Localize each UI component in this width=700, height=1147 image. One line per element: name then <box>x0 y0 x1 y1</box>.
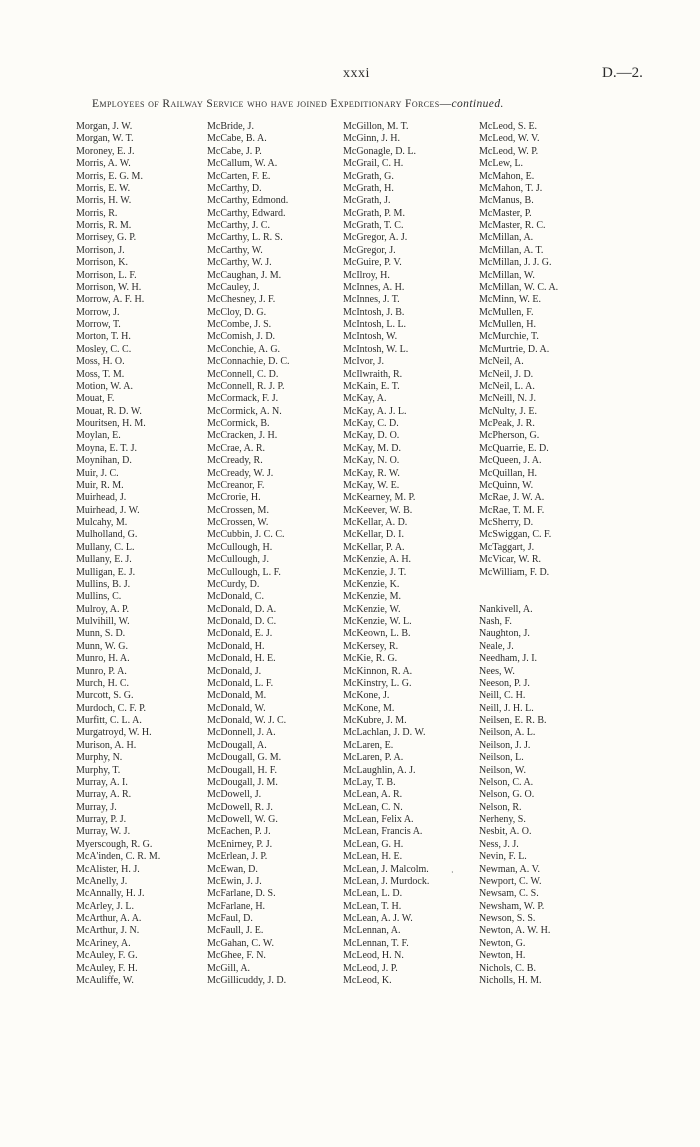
list-item: Murray, P. J. <box>76 814 127 825</box>
list-item: McNulty, J. E. <box>479 405 537 417</box>
list-item: McLennan, T. F. <box>343 937 409 949</box>
list-item: Nesbit, A. O. <box>479 826 532 838</box>
list-item: Morgan, J. W. <box>76 121 133 132</box>
list-item: McBride, J. <box>207 121 254 132</box>
list-item: McKone, M. <box>343 702 395 714</box>
list-item: McDonald, D. C. <box>207 616 277 627</box>
list-item: McKearney, M. P. <box>343 492 416 504</box>
list-item: McCrossen, M. <box>207 504 269 516</box>
list-item: Morris, H. W. <box>76 195 132 207</box>
list-item: Neilson, W. <box>479 764 526 776</box>
list-item: Mullins, C. <box>76 591 122 603</box>
list-item: Nash, F. <box>479 616 512 627</box>
list-item: McMillan, W. <box>479 269 535 281</box>
list-item: Mulvihill, W. <box>76 616 130 627</box>
list-item: McKay, R. W. <box>343 467 400 479</box>
list-item: McFaul, D. <box>207 913 253 924</box>
list-item: McQuinn, W. <box>479 479 534 491</box>
list-item: Newton, G. <box>479 937 526 949</box>
list-item: McCloy, D. G. <box>207 306 267 318</box>
list-item: Nees, W. <box>479 665 515 677</box>
list-item: McGrath, P. M. <box>343 207 405 219</box>
list-item: McLean, J. Murdock. <box>343 875 430 887</box>
list-item: McLeod, S. E. <box>479 121 538 132</box>
list-item: McDowell, W. G. <box>207 814 278 825</box>
list-item: McLennan, A. <box>343 925 401 937</box>
list-item: McIntosh, W. <box>343 331 398 343</box>
list-item: Mulcahy, M. <box>76 517 128 528</box>
list-item: McLew, L. <box>479 158 524 170</box>
list-item: McCarten, F. E. <box>207 170 271 182</box>
list-item: Neale, J. <box>479 640 514 652</box>
list-item: McLaren, P. A. <box>343 752 404 764</box>
list-item: McCreanor, F. <box>207 479 265 491</box>
list-item: Morrison, J. <box>76 244 125 256</box>
list-item: Mullins, B. J. <box>76 578 131 590</box>
name-column-1 <box>76 121 160 987</box>
list-item: McCabe, B. A. <box>207 133 267 145</box>
list-item: Morrow, T. <box>76 319 121 330</box>
list-item: Nankivell, A. <box>479 603 533 615</box>
list-item: McCaughan, J. M. <box>207 269 282 281</box>
list-item: Neill, J. H. L. <box>479 702 534 714</box>
list-item: McConnell, R. J. P. <box>207 380 285 392</box>
list-item: Ness, J. J. <box>479 838 519 850</box>
list-item: Murgatroyd, W. H. <box>76 727 152 739</box>
list-item: McLean, C. N. <box>343 801 403 813</box>
list-item: McCallum, W. A. <box>207 158 278 170</box>
list-item: McDonald, J. <box>207 665 262 677</box>
list-item: McCarthy, W. J. <box>207 257 272 269</box>
list-item: Muirhead, J. <box>76 492 127 504</box>
list-item: Neilson, J. J. <box>479 739 531 751</box>
list-item: Newman, A. V. <box>479 863 541 875</box>
list-item: McCormick, A. N. <box>207 405 282 417</box>
list-item: McKenzie, K. <box>343 578 400 590</box>
list-item: McKenzie, J. T. <box>343 566 407 578</box>
list-item: McMinn, W. E. <box>479 294 541 306</box>
list-item: McConchie, A. G. <box>207 343 281 355</box>
list-item: McLaren, E. <box>343 739 394 751</box>
list-item: McLean, T. H. <box>343 900 402 912</box>
list-item: McCready, R. <box>207 455 263 467</box>
list-item: McCready, W. J. <box>207 467 274 479</box>
name-column-4 <box>479 121 558 987</box>
list-item: McIvor, J. <box>343 356 384 368</box>
list-item: Moyna, E. T. J. <box>76 442 138 454</box>
list-item: Newsham, W. P. <box>479 900 545 912</box>
list-item: Murdoch, C. F. P. <box>76 702 147 714</box>
list-item: Munn, S. D. <box>76 628 126 640</box>
list-item: McComish, J. D. <box>207 331 276 343</box>
list-item <box>479 579 558 591</box>
list-item: Morrison, L. F. <box>76 269 137 281</box>
list-item: Mulligan, E. J. <box>76 566 136 578</box>
list-item: McLean, G. H. <box>343 838 404 850</box>
list-item: Naughton, J. <box>479 628 530 640</box>
list-item: McKone, J. <box>343 690 390 702</box>
list-item: McManus, B. <box>479 195 534 207</box>
list-item: McDonald, W. J. C. <box>207 715 287 726</box>
list-item: Murray, J. <box>76 801 117 813</box>
list-item: McKeever, W. B. <box>343 504 413 516</box>
list-item <box>479 591 558 603</box>
list-item: Mouritsen, H. M. <box>76 418 146 429</box>
list-item: McLean, Francis A. <box>343 826 423 838</box>
list-item: McDougall, G. M. <box>207 752 282 764</box>
list-item: McCauley, J. <box>207 281 260 293</box>
list-item: McKenzie, W. <box>343 603 401 615</box>
list-item: McKellar, D. I. <box>343 529 404 541</box>
list-item: McAuley, F. G. <box>76 950 138 962</box>
list-item: McConnell, C. D. <box>207 368 279 380</box>
list-item: McCarthy, J. C. <box>207 220 270 231</box>
list-item: McLean, L. D. <box>343 888 403 900</box>
document-reference: D.—2. <box>602 65 643 81</box>
list-item: McKubre, J. M. <box>343 715 407 726</box>
list-item: McKenzie, A. H. <box>343 554 412 566</box>
list-item: McCormick, B. <box>207 418 270 429</box>
list-item: McCombe, J. S. <box>207 319 272 330</box>
list-item: Moylan, E. <box>76 430 121 442</box>
list-item: Newton, A. W. H. <box>479 925 551 937</box>
list-item: McCormack, F. J. <box>207 393 279 405</box>
list-item: McNeill, N. J. <box>479 393 536 405</box>
list-item: McMahon, E. <box>479 170 535 182</box>
list-item: Mouat, F. <box>76 393 115 405</box>
list-item: McKenzie, W. L. <box>343 616 412 627</box>
list-item: McMurtrie, D. A. <box>479 343 550 355</box>
list-item: McKenzie, M. <box>343 591 402 603</box>
list-item: McCrorie, H. <box>207 492 261 504</box>
list-item: McGillon, M. T. <box>343 121 409 132</box>
list-item: Muirhead, J. W. <box>76 504 140 516</box>
list-item: McGonagle, D. L. <box>343 145 417 157</box>
list-item: McWilliam, F. D. <box>479 566 550 578</box>
list-item: McLean, Felix A. <box>343 814 414 825</box>
list-item: McQuarrie, E. D. <box>479 442 549 454</box>
list-item: McGrath, H. <box>343 182 394 194</box>
list-item: McGrath, J. <box>343 195 391 207</box>
list-item: McGhee, F. N. <box>207 950 266 962</box>
list-item: McLeod, K. <box>343 974 392 986</box>
list-item: McArthur, A. A. <box>76 913 142 924</box>
list-item: McDonald, E. J. <box>207 628 273 640</box>
list-item: McKay, N. O. <box>343 455 400 467</box>
list-item: McEnirney, P. J. <box>207 838 273 850</box>
list-item: Morrisey, G. P. <box>76 232 137 244</box>
list-item: McAnnally, H. J. <box>76 888 145 900</box>
list-item: Morris, E. W. <box>76 182 131 194</box>
list-item: Nicholls, H. M. <box>479 974 542 986</box>
list-item: Newsam, C. S. <box>479 888 539 900</box>
list-item: McMaster, R. C. <box>479 220 546 231</box>
list-item: Mullany, C. L. <box>76 541 135 553</box>
list-item: Moynihan, D. <box>76 455 132 467</box>
list-item: McIntosh, L. L. <box>343 319 407 330</box>
list-item: McKellar, P. A. <box>343 541 405 553</box>
list-item: McDowell, J. <box>207 789 262 801</box>
list-item: McGill, A. <box>207 962 251 974</box>
list-item: McCracken, J. H. <box>207 430 278 442</box>
list-item: Morris, R. M. <box>76 220 132 231</box>
list-item: McKay, W. E. <box>343 479 400 491</box>
list-item: Munro, H. A. <box>76 653 130 665</box>
list-item: Morgan, W. T. <box>76 133 134 145</box>
list-item: Moss, H. O. <box>76 356 125 368</box>
list-item: McGrath, T. C. <box>343 220 404 231</box>
list-item: Morrow, A. F. H. <box>76 294 145 306</box>
stray-mark: · <box>451 868 454 877</box>
list-item: McAuley, F. H. <box>76 962 138 974</box>
list-item: McIntosh, W. L. <box>343 343 409 355</box>
list-item: McDougall, J. M. <box>207 776 278 788</box>
list-item: McFarlane, H. <box>207 900 266 912</box>
list-item: Murray, A. R. <box>76 789 132 801</box>
list-item: McCarthy, D. <box>207 182 262 194</box>
list-item: Neill, C. H. <box>479 690 526 702</box>
list-item: Muir, J. C. <box>76 467 119 479</box>
list-item: McQueen, J. A. <box>479 455 542 467</box>
list-item: McInnes, A. H. <box>343 281 405 293</box>
list-item: McAlister, H. J. <box>76 863 140 875</box>
list-item: McKay, C. D. <box>343 418 399 429</box>
list-item: McCullough, L. F. <box>207 566 281 578</box>
list-item: McIlroy, H. <box>343 269 390 281</box>
list-item: McMurchie, T. <box>479 331 539 343</box>
list-item: McKay, A. <box>343 393 387 405</box>
list-item: McLean, A. J. W. <box>343 913 413 924</box>
list-item: McChesney, J. F. <box>207 294 276 306</box>
list-item: McEachen, P. J. <box>207 826 271 838</box>
list-item: McAnelly, J. <box>76 875 128 887</box>
list-item: Newport, C. W. <box>479 875 542 887</box>
list-item: McDougall, A. <box>207 739 267 751</box>
list-item: Morrison, K. <box>76 257 128 269</box>
list-item: McLean, H. E. <box>343 851 403 863</box>
list-item: McIlwraith, R. <box>343 368 403 380</box>
list-item: McMahon, T. J. <box>479 182 543 194</box>
list-item: McKay, M. D. <box>343 442 401 454</box>
list-item: McKeown, L. B. <box>343 628 411 640</box>
list-item: McLachlan, J. D. W. <box>343 727 426 739</box>
list-item: McRae, T. M. F. <box>479 504 545 516</box>
list-item: McMillan, A. T. <box>479 244 544 256</box>
list-item: McA'inden, C. R. M. <box>76 851 161 863</box>
list-item: Morrow, J. <box>76 306 120 318</box>
list-item: McDonnell, J. A. <box>207 727 276 739</box>
list-item: McCarthy, Edmond. <box>207 195 289 207</box>
list-item: McFaull, J. E. <box>207 925 264 937</box>
list-item: McGrath, G. <box>343 170 394 182</box>
list-item: McDonald, M. <box>207 690 267 702</box>
list-item: McDonald, W. <box>207 702 266 714</box>
list-item: Murfitt, C. L. A. <box>76 715 142 726</box>
list-item: McVicar, W. R. <box>479 554 542 566</box>
list-item: McErlean, J. P. <box>207 851 268 863</box>
list-item: Neilson, L. <box>479 752 524 764</box>
list-item: McDowell, R. J. <box>207 801 273 813</box>
name-column-3 <box>343 121 429 987</box>
list-item: McDonald, L. F. <box>207 677 274 689</box>
list-item: McCarthy, Edward. <box>207 207 286 219</box>
list-item: Morris, A. W. <box>76 158 131 170</box>
list-item: Nerheny, S. <box>479 814 526 825</box>
list-item: McMillan, A. <box>479 232 534 244</box>
list-item: Motion, W. A. <box>76 380 133 392</box>
list-item: McKellar, A. D. <box>343 517 408 528</box>
list-item: McArthur, J. N. <box>76 925 140 937</box>
list-item: McCarthy, L. R. S. <box>207 232 283 244</box>
list-item: McGregor, A. J. <box>343 232 408 244</box>
list-item: McQuillan, H. <box>479 467 538 479</box>
list-item: McKay, A. J. L. <box>343 405 407 417</box>
list-item: Munro, P. A. <box>76 665 127 677</box>
list-item: McGinn, J. H. <box>343 133 400 145</box>
list-item: McLeod, W. V. <box>479 133 540 145</box>
list-item: McLean, A. R. <box>343 789 403 801</box>
list-item: McArley, J. L. <box>76 900 134 912</box>
list-item: Mouat, R. D. W. <box>76 405 142 417</box>
list-item: Mulroy, A. P. <box>76 603 129 615</box>
list-item: McDonald, H. E. <box>207 653 276 665</box>
list-item: Newton, H. <box>479 950 526 962</box>
list-item: McDonald, C. <box>207 591 264 603</box>
list-item: Neilsen, E. R. B. <box>479 715 547 726</box>
list-item: McCabe, J. P. <box>207 145 262 157</box>
list-item: McCullough, H. <box>207 541 273 553</box>
list-heading-main: Employees of Railway Service who have joined Expeditionary Forces— <box>92 98 452 110</box>
list-item: Murray, W. J. <box>76 826 131 838</box>
list-item: McFarlane, D. S. <box>207 888 276 900</box>
list-item: McGahan, C. W. <box>207 937 274 949</box>
list-item: McDonald, D. A. <box>207 603 277 615</box>
list-item: Morris, R. <box>76 207 118 219</box>
list-item: Murcott, S. G. <box>76 690 134 702</box>
list-item: McGuire, P. V. <box>343 257 402 269</box>
list-item: Nichols, C. B. <box>479 962 536 974</box>
list-item: McKay, D. O. <box>343 430 400 442</box>
list-item: Nelson, C. A. <box>479 776 534 788</box>
list-item: Needham, J. I. <box>479 653 538 665</box>
list-item: McMaster, P. <box>479 207 532 219</box>
list-item: McEwin, J. J. <box>207 875 262 887</box>
list-item: McInnes, J. T. <box>343 294 400 306</box>
list-item: McMillan, J. J. G. <box>479 257 552 269</box>
list-item: Murphy, N. <box>76 752 123 764</box>
list-item: McLay, T. B. <box>343 776 396 788</box>
list-item: Murch, H. C. <box>76 677 130 689</box>
list-item: Murison, A. H. <box>76 739 137 751</box>
list-item: McAuliffe, W. <box>76 974 134 986</box>
list-item: McNeil, L. A. <box>479 380 535 392</box>
list-item: Nelson, R. <box>479 801 522 813</box>
list-item: McCarthy, W. <box>207 244 263 256</box>
list-item: McKersey, R. <box>343 640 399 652</box>
list-item: McCrae, A. R. <box>207 442 266 454</box>
list-heading-continued: continued. <box>451 98 504 110</box>
list-item: McSherry, D. <box>479 517 534 528</box>
list-item: McKie, R. G. <box>343 653 398 665</box>
list-item: McRae, J. W. A. <box>479 492 545 504</box>
list-heading <box>92 98 592 110</box>
list-item: McLeod, H. N. <box>343 950 404 962</box>
list-item: McConnachie, D. C. <box>207 356 290 368</box>
list-item: McMullen, F. <box>479 306 534 318</box>
list-item: Morrison, W. H. <box>76 281 142 293</box>
list-item: McMillan, W. C. A. <box>479 281 559 293</box>
list-item: Murphy, T. <box>76 764 121 776</box>
list-item: McPherson, G. <box>479 430 540 442</box>
list-item: Myerscough, R. G. <box>76 838 153 850</box>
list-item: Neilson, A. L. <box>479 727 536 739</box>
list-item: McTaggart, J. <box>479 541 535 553</box>
list-item: McLeod, J. P. <box>343 962 398 974</box>
list-item: Nevin, F. L. <box>479 851 527 863</box>
list-item: Mosley, C. C. <box>76 343 132 355</box>
list-item: McLean, J. Malcolm. <box>343 863 429 875</box>
list-item: McCullough, J. <box>207 554 269 566</box>
list-item: McDougall, H. F. <box>207 764 278 776</box>
list-item: McNeil, A. <box>479 356 524 368</box>
list-item: Moss, T. M. <box>76 368 125 380</box>
list-item: Muir, R. M. <box>76 479 124 491</box>
list-item: McPeak, J. R. <box>479 418 535 429</box>
list-item: Nelson, G. O. <box>479 789 535 801</box>
list-item: McGillicuddy, J. D. <box>207 974 287 986</box>
page-number: xxxi <box>343 66 370 81</box>
list-item: McEwan, D. <box>207 863 258 875</box>
list-item: McAriney, A. <box>76 937 131 949</box>
list-item: McIntosh, J. B. <box>343 306 405 318</box>
list-item: McCurdy, D. <box>207 578 260 590</box>
list-item: Morris, E. G. M. <box>76 170 143 182</box>
list-item: McLeod, W. P. <box>479 145 539 157</box>
list-item: McDonald, H. <box>207 640 265 652</box>
list-item: McCubbin, J. C. C. <box>207 529 285 541</box>
name-column-2 <box>207 121 290 987</box>
list-item: Murray, A. I. <box>76 776 128 788</box>
list-item: McNeil, J. D. <box>479 368 534 380</box>
list-item: McSwiggan, C. F. <box>479 529 552 541</box>
list-item: Munn, W. G. <box>76 640 128 652</box>
list-item: Mulholland, G. <box>76 529 138 541</box>
list-item: Morton, T. H. <box>76 331 131 343</box>
list-item: Mullany, E. J. <box>76 554 132 566</box>
list-item: McKinnon, R. A. <box>343 665 413 677</box>
list-item: McCrossen, W. <box>207 517 269 528</box>
list-item: McGrail, C. H. <box>343 158 404 170</box>
list-item: Newson, S. S. <box>479 913 536 924</box>
list-item: McLaughlin, A. J. <box>343 764 416 776</box>
list-item: McMullen, H. <box>479 319 536 330</box>
list-item: Moroney, E. J. <box>76 145 135 157</box>
list-item: Neeson, P. J. <box>479 677 530 689</box>
list-item: McKain, E. T. <box>343 380 400 392</box>
list-item: McGregor, J. <box>343 244 396 256</box>
list-item: McKinstry, L. G. <box>343 677 412 689</box>
